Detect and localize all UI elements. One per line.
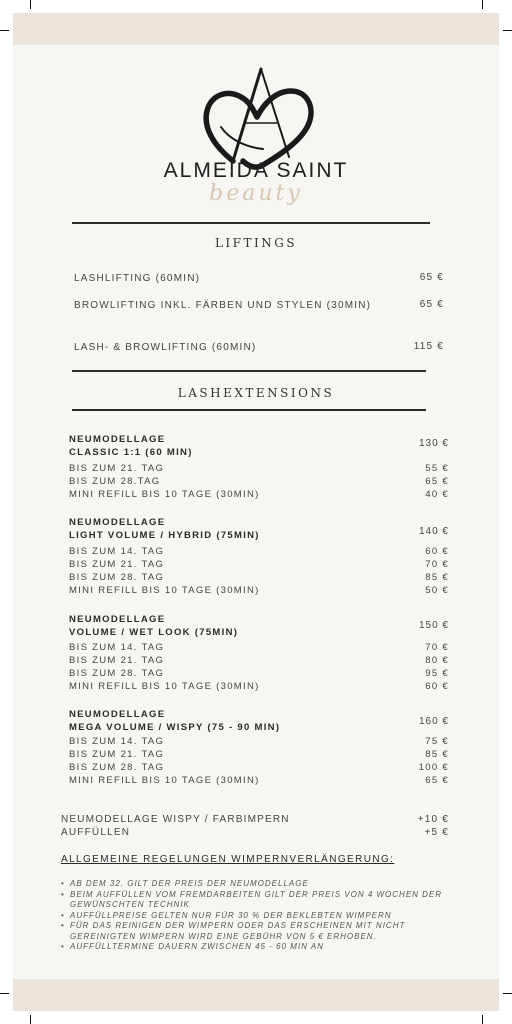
refill-row xyxy=(69,463,449,474)
refill-row xyxy=(69,668,449,679)
group-price: 150 € xyxy=(418,620,449,631)
refill-price: 60 € xyxy=(425,546,449,557)
rule-note: • FÜR DAS REINIGEN DER WIMPERN ODER DAS ERSCHEINEN MIT NICHT GEREINIGTEN WIMPERN WIRD EINE GEBÜHR VON 5 € ERHOBEN. xyxy=(61,921,461,942)
group-price: 140 € xyxy=(418,526,449,537)
refill-label: BIS ZUM 21. TAG xyxy=(69,749,165,760)
service-group-classic xyxy=(69,433,449,500)
refill-row xyxy=(69,572,449,583)
refill-label: MINI REFILL BIS 10 TAGE (30MIN) xyxy=(69,681,260,692)
crop-mark-bl-h xyxy=(0,993,9,994)
service-name: LASHLIFTING (60MIN) xyxy=(74,273,201,284)
extra-row xyxy=(61,814,449,825)
rule-note: • AUFFÜLLTERMINE DAUERN ZWISCHEN 45 - 60 MIN AN xyxy=(61,942,461,953)
refill-label: BIS ZUM 28. TAG xyxy=(69,762,165,773)
liftings-title: LIFTINGS xyxy=(214,236,298,250)
service-group-volume xyxy=(69,613,449,692)
crop-mark-bl-v xyxy=(30,1015,31,1024)
bottom-band xyxy=(13,979,499,1011)
refill-price: 50 € xyxy=(425,585,449,596)
refill-row xyxy=(69,489,449,500)
brand-name: ALMEIDA SAINT xyxy=(163,159,349,182)
refill-price: 65 € xyxy=(425,476,449,487)
refill-label: BIS ZUM 28. TAG xyxy=(69,668,165,679)
refill-row xyxy=(69,775,449,786)
refill-row xyxy=(69,762,449,773)
group-subtitle: MEGA VOLUME / WISPY (75 - 90 MIN) xyxy=(69,722,281,733)
refill-label: MINI REFILL BIS 10 TAGE (30MIN) xyxy=(69,585,260,596)
rule-note: • AB DEM 32. GILT DER PREIS DER NEUMODELLAGE xyxy=(61,879,461,890)
refill-label: BIS ZUM 14. TAG xyxy=(69,642,165,653)
refill-row xyxy=(69,736,449,747)
refill-label: BIS ZUM 28.TAG xyxy=(69,476,161,487)
refill-price: 95 € xyxy=(425,668,449,679)
refill-row xyxy=(69,681,449,692)
group-title: NEUMODELLAGE xyxy=(69,709,166,720)
refill-price: 80 € xyxy=(425,655,449,666)
crop-mark-tr-v xyxy=(482,0,483,9)
extra-name: AUFFÜLLEN xyxy=(61,827,131,838)
crop-mark-tl-h xyxy=(0,30,9,31)
refill-price: 60 € xyxy=(425,681,449,692)
refill-label: MINI REFILL BIS 10 TAGE (30MIN) xyxy=(69,775,260,786)
refill-row xyxy=(69,642,449,653)
crop-mark-br-v xyxy=(482,1015,483,1024)
rules-list xyxy=(61,879,461,953)
group-price: 160 € xyxy=(418,716,449,727)
service-group-mega-volume xyxy=(69,708,449,786)
refill-price: 40 € xyxy=(425,489,449,500)
service-price: 65 € xyxy=(419,272,444,283)
service-price: 65 € xyxy=(419,299,444,310)
service-group-light-volume xyxy=(69,516,449,596)
refill-label: MINI REFILL BIS 10 TAGE (30MIN) xyxy=(69,489,260,500)
refill-label: BIS ZUM 28. TAG xyxy=(69,572,165,583)
rules-heading: ALLGEMEINE REGELUNGEN WIMPERNVERLÄNGERUNG: xyxy=(61,854,395,865)
service-name: BROWLIFTING INKL. FÄRBEN UND STYLEN (30MIN) xyxy=(74,300,372,311)
group-price: 130 € xyxy=(418,438,449,449)
extra-price: +10 € xyxy=(417,814,449,825)
service-price: 115 € xyxy=(413,341,444,352)
refill-row xyxy=(69,585,449,596)
refill-label: BIS ZUM 14. TAG xyxy=(69,546,165,557)
rule-note: • AUFFÜLLPREISE GELTEN NUR FÜR 30 % DER BEKLEBTEN WIMPERN xyxy=(61,911,461,922)
refill-price: 55 € xyxy=(425,463,449,474)
refill-row xyxy=(69,476,449,487)
refill-row xyxy=(69,655,449,666)
group-title: NEUMODELLAGE xyxy=(69,614,166,625)
brand-tagline: beauty xyxy=(209,181,303,206)
refill-row xyxy=(69,559,449,570)
top-band xyxy=(13,13,499,45)
refill-label: BIS ZUM 21. TAG xyxy=(69,655,165,666)
refill-label: BIS ZUM 21. TAG xyxy=(69,463,165,474)
extra-name: NEUMODELLAGE WISPY / FARBIMPERN xyxy=(61,814,290,825)
liftings-top-rule xyxy=(72,222,430,224)
crop-mark-tr-h xyxy=(503,30,512,31)
extra-row xyxy=(61,827,449,838)
group-subtitle: VOLUME / WET LOOK (75MIN) xyxy=(69,627,239,638)
lashextensions-title: LASHEXTENSIONS xyxy=(177,386,335,400)
group-subtitle: CLASSIC 1:1 (60 MIN) xyxy=(69,447,193,458)
crop-mark-br-h xyxy=(503,993,512,994)
crop-mark-tl-v xyxy=(30,0,31,9)
refill-price: 100 € xyxy=(418,762,449,773)
refill-price: 70 € xyxy=(425,642,449,653)
price-list-card xyxy=(13,13,499,1011)
lashextensions-top-rule xyxy=(72,370,426,372)
refill-row xyxy=(69,546,449,557)
refill-label: BIS ZUM 21. TAG xyxy=(69,559,165,570)
group-title: NEUMODELLAGE xyxy=(69,517,166,528)
group-title: NEUMODELLAGE xyxy=(69,434,166,445)
refill-price: 65 € xyxy=(425,775,449,786)
group-subtitle: LIGHT VOLUME / HYBRID (75MIN) xyxy=(69,530,260,541)
refill-row xyxy=(69,749,449,760)
refill-price: 85 € xyxy=(425,572,449,583)
service-name: LASH- & BROWLIFTING (60MIN) xyxy=(74,342,257,353)
rule-note: • BEIM AUFFÜLLEN VOM FREMDARBEITEN GILT DER PREIS VON 4 WOCHEN DER GEWÜNSCHTEN TECHNIK xyxy=(61,890,461,911)
extra-price: +5 € xyxy=(424,827,449,838)
refill-price: 70 € xyxy=(425,559,449,570)
refill-label: BIS ZUM 14. TAG xyxy=(69,736,165,747)
refill-price: 85 € xyxy=(425,749,449,760)
refill-price: 75 € xyxy=(425,736,449,747)
lashextensions-bottom-rule xyxy=(72,409,426,411)
